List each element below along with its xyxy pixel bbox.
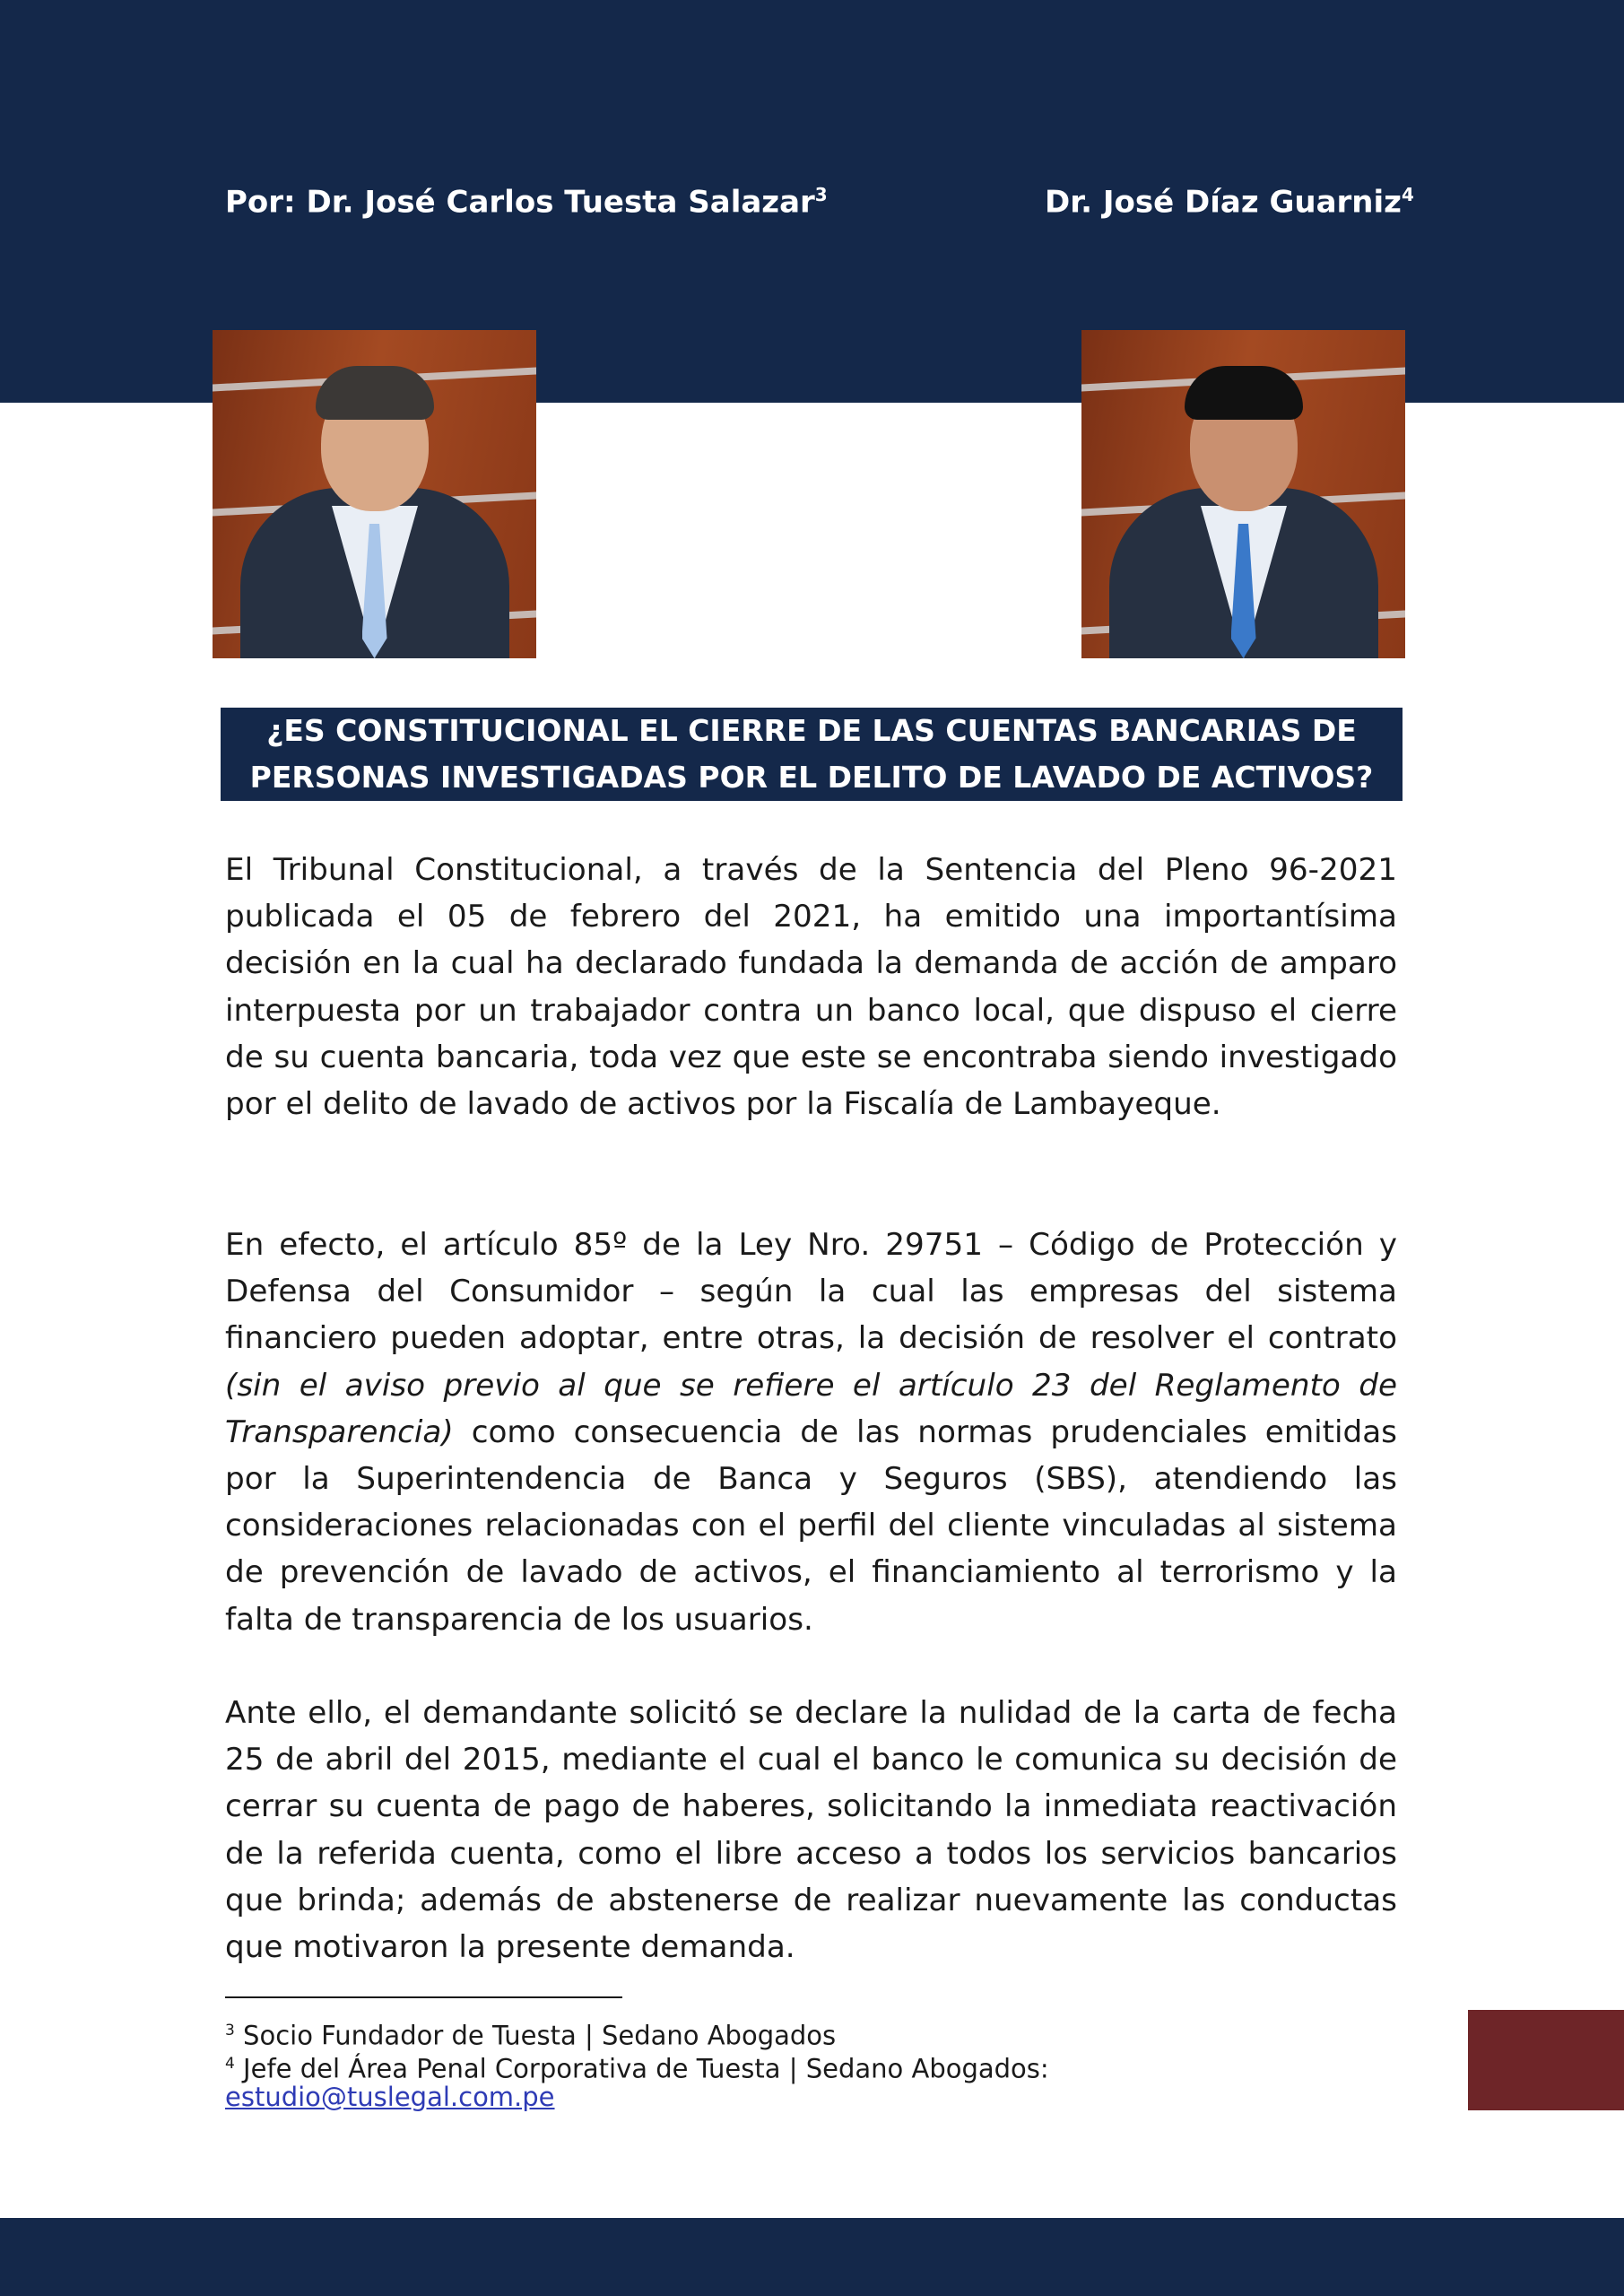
paragraph-2-start: En efecto, el artículo 85º de la Ley Nro. 29751 – Código de Protección y Defensa del Consumidor – según la cual las empresas del sistema financiero pueden adoptar, entre otras, la decisión de resolver el contrato bbox=[225, 1227, 1397, 1357]
paragraph-1: El Tribunal Constitucional, a través de la Sentencia del Pleno 96-2021 publicada el 05 de febrero del 2021, ha emitido una importantísima decisión en la cual ha declarado fundada la demanda de acción de amparo interpuesta por un trabajador contra un banco local, que dispuso el cierre de su cuenta bancaria, toda vez que este se encontraba siendo investigado por el delito de lavado de activos por la Fiscalía de Lambayeque. bbox=[225, 852, 1397, 1123]
footnote-4-marker: 4 bbox=[225, 2055, 235, 2073]
paragraph-2 bbox=[225, 1222, 1397, 1643]
footnote-3-text: Socio Fundador de Tuesta | Sedano Abogados bbox=[234, 2020, 837, 2051]
page-side-tab bbox=[1468, 2010, 1624, 2110]
paragraph-2-end: como consecuencia de las normas prudenciales emitidas por la Superintendencia de Banca y Seguros (SBS), atendiendo las consideraciones relacionadas con el perfil del cliente vinculadas al sistema de prevención de lavado de activos, el financiamiento al terrorismo y la falta de transparencia de los usuarios. bbox=[225, 1413, 1397, 1638]
article-title-line-1: ¿ES CONSTITUCIONAL EL CIERRE DE LAS CUENTAS BANCARIAS DE bbox=[266, 713, 1357, 748]
article-title bbox=[221, 708, 1403, 801]
footnote-4-text: Jefe del Área Penal Corporativa de Tuesta | Sedano Abogados: bbox=[234, 2053, 1049, 2084]
email-link[interactable]: estudio@tuslegal.com.pe bbox=[225, 2082, 555, 2112]
footer-band bbox=[0, 2218, 1624, 2296]
author-left-name: Por: Dr. José Carlos Tuesta Salazar bbox=[225, 184, 815, 221]
footnote-3-marker: 3 bbox=[225, 2022, 235, 2039]
author-left-photo bbox=[213, 330, 536, 658]
paragraph-3: Ante ello, el demandante solicitó se declare la nulidad de la carta de fecha 25 de abril del 2015, mediante el cual el banco le comunica su decisión de cerrar su cuenta de pago de haberes, solicitando la inmediata reactivación de la referida cuenta, como el libre acceso a todos los servicios bancarios que brinda; además de abstenerse de realizar nuevamente las conductas que motivaron la presente demanda. bbox=[225, 1695, 1397, 1966]
author-right-footnote-ref[interactable]: 4 bbox=[1401, 184, 1414, 205]
paragraph-2-italic: (sin el aviso previo al que se refiere el artículo 23 del Reglamento de Transparencia) bbox=[225, 1367, 1397, 1450]
author-left-footnote-ref[interactable]: 3 bbox=[814, 184, 828, 205]
author-right-name: Dr. José Díaz Guarniz bbox=[1045, 184, 1402, 221]
author-left bbox=[225, 184, 828, 220]
article-title-line-2: PERSONAS INVESTIGADAS POR EL DELITO DE LAVADO DE ACTIVOS? bbox=[249, 760, 1374, 795]
author-right-photo bbox=[1081, 330, 1405, 658]
author-right bbox=[1045, 184, 1414, 220]
footnote-divider bbox=[225, 1996, 622, 1998]
